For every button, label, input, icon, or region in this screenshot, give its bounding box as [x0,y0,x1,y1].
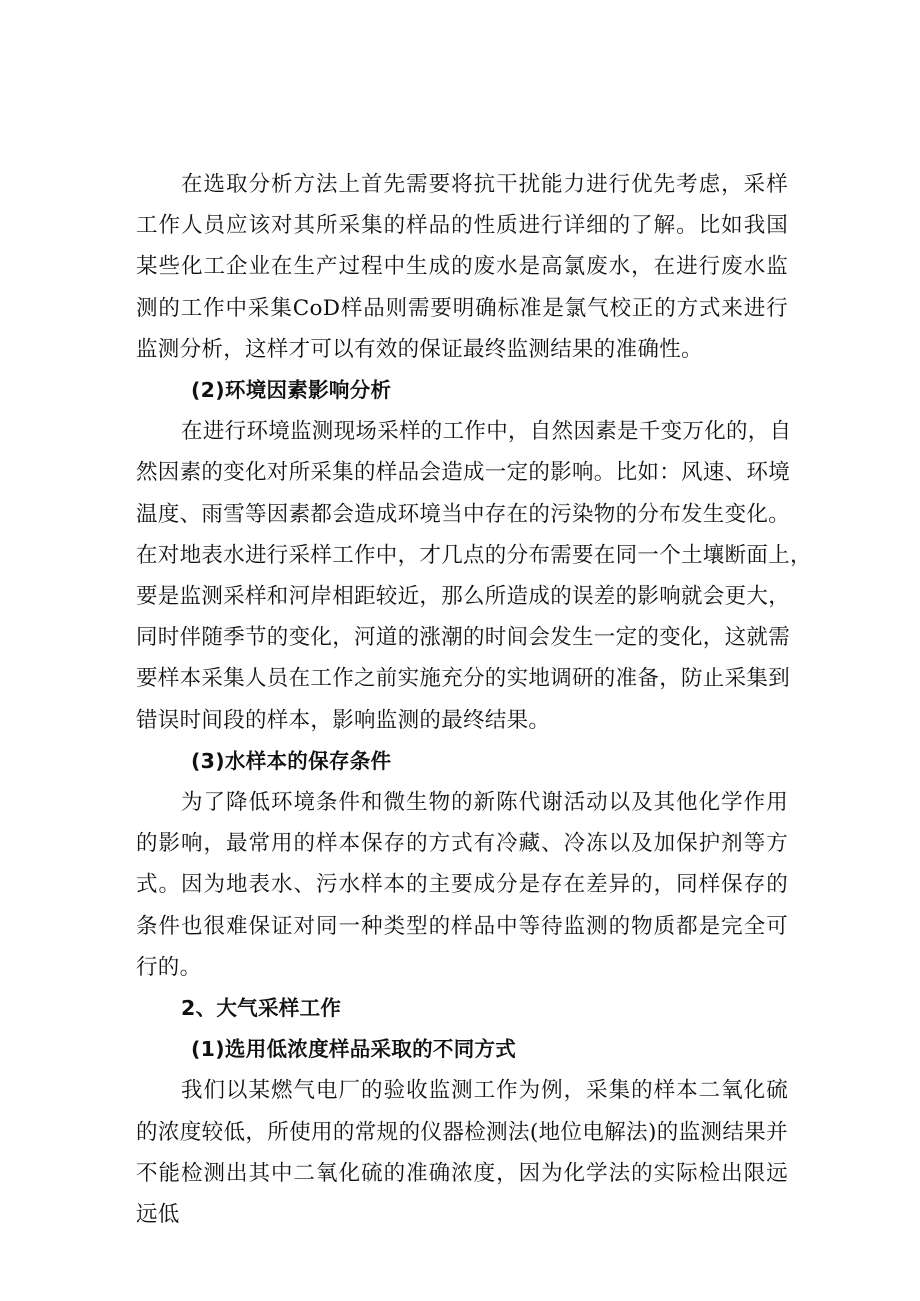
section-heading-air-sampling: 2、大气采样工作 [181,996,342,1021]
paragraph-line: 要样本采集人员在工作之前实施充分的实地调研的准备，防止采集到 [136,666,791,692]
paragraph-sample-preservation: 为了降低环境条件和微生物的新陈代谢活动以及其他化学作用的影响，最常用的样本保存的方式有冷藏、冷冻以及加保护剂等方式。因为地表水、污水样本的主要成分是存在差异的，同样保存的条件也很难保证对同一种类型的样品中等待监测的物质都是完全可行的。 [136,790,788,980]
paragraph-line: 要是监测采样和河岸相距较近，那么所造成的误差的影响就会更大， [136,584,791,610]
heading-sample-preservation: (3)水样本的保存条件 [191,748,392,773]
paragraph-line: 在对地表水进行采样工作中，才几点的分布需要在同一个土壤断面上， [136,542,812,568]
paragraph-line: 错误时间段的样本，影响监测的最终结果。 [136,707,551,733]
heading-environmental-factors: (2)环境因素影响分析 [191,378,392,403]
paragraph-analysis-method: 在选取分析方法上首先需要将抗干扰能力进行优先考虑，采样工作人员应该对其所采集的样品的性质进行详细的了解。比如我国某些化工企业在生产过程中生成的废水是高氯废水，在进行废水监测的工作中采集CoD样品则需要明确标准是氯气校正的方式来进行监测分析，这样才可以有效的保证最终监测结果的准确性。 [136,172,788,362]
heading-low-concentration-sampling: (1)选用低浓度样品采取的不同方式 [191,1037,517,1062]
paragraph-low-concentration-sampling: 我们以某燃气电厂的验收监测工作为例，采集的样本二氧化硫的浓度较低，所使用的常规的仪器检测法(地位电解法)的监测结果并不能检测出其中二氧化硫的准确浓度，因为化学法的实际检出限远远低 [136,1078,788,1228]
paragraph-environmental-factors [136,411,812,741]
paragraph-line: 温度、雨雪等因素都会造成环境当中存在的污染物的分布发生变化。 [136,501,791,527]
paragraph-line: 然因素的变化对所采集的样品会造成一定的影响。比如：风速、环境 [136,460,791,486]
document-body [136,164,812,1235]
paragraph-line: 在进行环境监测现场采样的工作中，自然因素是千变万化的，自 [181,419,792,445]
paragraph-line: 同时伴随季节的变化，河道的涨潮的时间会发生一定的变化，这就需 [136,625,791,651]
